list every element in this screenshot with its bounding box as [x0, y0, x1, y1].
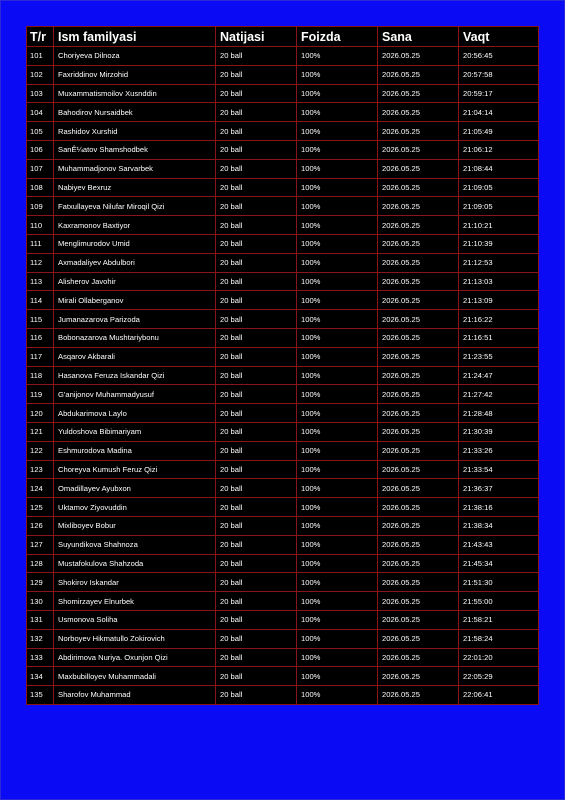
row-number-cell: 123 [27, 460, 54, 479]
percent-cell: 100% [297, 554, 378, 573]
full-name-cell: G'anijonov Muhammadyusuf [54, 385, 216, 404]
result-cell: 20 ball [216, 516, 297, 535]
date-cell: 2026.05.25 [378, 460, 459, 479]
date-cell: 2026.05.25 [378, 479, 459, 498]
row-number-cell: 133 [27, 648, 54, 667]
row-number-cell: 101 [27, 47, 54, 66]
full-name-cell: Jumanazarova Parizoda [54, 310, 216, 329]
date-cell: 2026.05.25 [378, 178, 459, 197]
row-number-cell: 134 [27, 667, 54, 686]
time-cell: 20:56:45 [459, 47, 539, 66]
row-number-cell: 122 [27, 441, 54, 460]
date-cell: 2026.05.25 [378, 404, 459, 423]
date-cell: 2026.05.25 [378, 234, 459, 253]
result-cell: 20 ball [216, 535, 297, 554]
table-row [27, 498, 539, 517]
table-row [27, 253, 539, 272]
table-row [27, 441, 539, 460]
time-cell: 21:08:44 [459, 159, 539, 178]
result-cell: 20 ball [216, 460, 297, 479]
result-cell: 20 ball [216, 65, 297, 84]
time-cell: 21:10:39 [459, 234, 539, 253]
full-name-cell: Norboyev Hikmatullo Zokirovich [54, 629, 216, 648]
percent-cell: 100% [297, 291, 378, 310]
percent-cell: 100% [297, 686, 378, 705]
full-name-cell: Sharofov Muhammad [54, 686, 216, 705]
table-row [27, 234, 539, 253]
date-cell: 2026.05.25 [378, 47, 459, 66]
percent-cell: 100% [297, 272, 378, 291]
time-cell: 21:58:21 [459, 610, 539, 629]
percent-cell: 100% [297, 648, 378, 667]
results-table [26, 26, 539, 705]
date-cell: 2026.05.25 [378, 648, 459, 667]
result-cell: 20 ball [216, 498, 297, 517]
result-cell: 20 ball [216, 47, 297, 66]
result-cell: 20 ball [216, 479, 297, 498]
date-cell: 2026.05.25 [378, 122, 459, 141]
result-cell: 20 ball [216, 366, 297, 385]
row-number-cell: 119 [27, 385, 54, 404]
row-number-cell: 125 [27, 498, 54, 517]
row-number-cell: 118 [27, 366, 54, 385]
date-cell: 2026.05.25 [378, 422, 459, 441]
time-cell: 21:28:48 [459, 404, 539, 423]
percent-cell: 100% [297, 216, 378, 235]
full-name-cell: Choriyeva Dilnoza [54, 47, 216, 66]
result-cell: 20 ball [216, 404, 297, 423]
percent-cell: 100% [297, 573, 378, 592]
time-cell: 21:23:55 [459, 347, 539, 366]
time-cell: 20:59:17 [459, 84, 539, 103]
full-name-cell: Mixliboyev Bobur [54, 516, 216, 535]
time-cell: 21:36:37 [459, 479, 539, 498]
result-cell: 20 ball [216, 84, 297, 103]
result-cell: 20 ball [216, 140, 297, 159]
row-number-cell: 112 [27, 253, 54, 272]
percent-cell: 100% [297, 234, 378, 253]
percent-cell: 100% [297, 629, 378, 648]
time-cell: 21:38:16 [459, 498, 539, 517]
row-number-cell: 128 [27, 554, 54, 573]
header-date: Sana [378, 27, 459, 47]
table-row [27, 385, 539, 404]
row-number-cell: 110 [27, 216, 54, 235]
row-number-cell: 131 [27, 610, 54, 629]
date-cell: 2026.05.25 [378, 291, 459, 310]
time-cell: 21:10:21 [459, 216, 539, 235]
time-cell: 21:16:51 [459, 328, 539, 347]
percent-cell: 100% [297, 422, 378, 441]
percent-cell: 100% [297, 159, 378, 178]
result-cell: 20 ball [216, 197, 297, 216]
percent-cell: 100% [297, 385, 378, 404]
table-row [27, 516, 539, 535]
full-name-cell: Kaxramonov Baxtiyor [54, 216, 216, 235]
table-row [27, 65, 539, 84]
table-row [27, 422, 539, 441]
percent-cell: 100% [297, 516, 378, 535]
full-name-cell: Maxbubilloyev Muhammadali [54, 667, 216, 686]
full-name-cell: Menglimurodov Umid [54, 234, 216, 253]
table-row [27, 573, 539, 592]
table-row [27, 648, 539, 667]
time-cell: 21:13:09 [459, 291, 539, 310]
time-cell: 21:24:47 [459, 366, 539, 385]
row-number-cell: 109 [27, 197, 54, 216]
result-cell: 20 ball [216, 178, 297, 197]
date-cell: 2026.05.25 [378, 441, 459, 460]
result-cell: 20 ball [216, 648, 297, 667]
percent-cell: 100% [297, 667, 378, 686]
result-cell: 20 ball [216, 103, 297, 122]
table-row [27, 328, 539, 347]
full-name-cell: Asqarov Akbarali [54, 347, 216, 366]
result-cell: 20 ball [216, 272, 297, 291]
result-cell: 20 ball [216, 686, 297, 705]
result-cell: 20 ball [216, 573, 297, 592]
percent-cell: 100% [297, 197, 378, 216]
time-cell: 21:30:39 [459, 422, 539, 441]
result-cell: 20 ball [216, 554, 297, 573]
full-name-cell: Abdukarimova Laylo [54, 404, 216, 423]
date-cell: 2026.05.25 [378, 159, 459, 178]
date-cell: 2026.05.25 [378, 310, 459, 329]
full-name-cell: Axmadaliyev Abdulbori [54, 253, 216, 272]
time-cell: 22:05:29 [459, 667, 539, 686]
full-name-cell: Uktamov Ziyovuddin [54, 498, 216, 517]
header-result: Natijasi [216, 27, 297, 47]
time-cell: 21:33:54 [459, 460, 539, 479]
time-cell: 21:13:03 [459, 272, 539, 291]
full-name-cell: Mustafokulova Shahzoda [54, 554, 216, 573]
table-row [27, 554, 539, 573]
table-row [27, 404, 539, 423]
percent-cell: 100% [297, 610, 378, 629]
row-number-cell: 111 [27, 234, 54, 253]
date-cell: 2026.05.25 [378, 516, 459, 535]
full-name-cell: Bobonazarova Mushtariybonu [54, 328, 216, 347]
full-name-cell: Abdirimova Nuriya. Oxunjon Qizi [54, 648, 216, 667]
full-name-cell: Bahodirov Nursaidbek [54, 103, 216, 122]
date-cell: 2026.05.25 [378, 592, 459, 611]
full-name-cell: Nabiyev Bexruz [54, 178, 216, 197]
percent-cell: 100% [297, 84, 378, 103]
percent-cell: 100% [297, 479, 378, 498]
full-name-cell: Muhammadjonov Sarvarbek [54, 159, 216, 178]
table-row [27, 629, 539, 648]
table-row [27, 140, 539, 159]
table-row [27, 479, 539, 498]
row-number-cell: 104 [27, 103, 54, 122]
result-cell: 20 ball [216, 122, 297, 141]
row-number-cell: 105 [27, 122, 54, 141]
date-cell: 2026.05.25 [378, 272, 459, 291]
date-cell: 2026.05.25 [378, 84, 459, 103]
result-cell: 20 ball [216, 441, 297, 460]
result-cell: 20 ball [216, 385, 297, 404]
table-row [27, 178, 539, 197]
time-cell: 21:43:43 [459, 535, 539, 554]
header-percent: Foizda [297, 27, 378, 47]
table-row [27, 535, 539, 554]
row-number-cell: 116 [27, 328, 54, 347]
result-cell: 20 ball [216, 667, 297, 686]
time-cell: 21:55:00 [459, 592, 539, 611]
date-cell: 2026.05.25 [378, 667, 459, 686]
date-cell: 2026.05.25 [378, 328, 459, 347]
row-number-cell: 117 [27, 347, 54, 366]
percent-cell: 100% [297, 140, 378, 159]
percent-cell: 100% [297, 178, 378, 197]
time-cell: 20:57:58 [459, 65, 539, 84]
full-name-cell: Omadillayev Ayubxon [54, 479, 216, 498]
row-number-cell: 129 [27, 573, 54, 592]
time-cell: 21:33:26 [459, 441, 539, 460]
percent-cell: 100% [297, 65, 378, 84]
row-number-cell: 135 [27, 686, 54, 705]
date-cell: 2026.05.25 [378, 610, 459, 629]
table-row [27, 47, 539, 66]
full-name-cell: Alisherov Javohir [54, 272, 216, 291]
time-cell: 21:06:12 [459, 140, 539, 159]
table-row [27, 366, 539, 385]
full-name-cell: Choreyva Kumush Feruz Qizi [54, 460, 216, 479]
date-cell: 2026.05.25 [378, 197, 459, 216]
result-cell: 20 ball [216, 328, 297, 347]
full-name-cell: Usmonova Soliha [54, 610, 216, 629]
row-number-cell: 103 [27, 84, 54, 103]
time-cell: 21:51:30 [459, 573, 539, 592]
date-cell: 2026.05.25 [378, 535, 459, 554]
full-name-cell: Shomirzayev Elnurbek [54, 592, 216, 611]
time-cell: 21:09:05 [459, 197, 539, 216]
row-number-cell: 106 [27, 140, 54, 159]
full-name-cell: Muxammatismoilov Xusnddin [54, 84, 216, 103]
percent-cell: 100% [297, 310, 378, 329]
header-time: Vaqt [459, 27, 539, 47]
table-row [27, 686, 539, 705]
table-row [27, 103, 539, 122]
percent-cell: 100% [297, 535, 378, 554]
table-row [27, 291, 539, 310]
result-cell: 20 ball [216, 216, 297, 235]
time-cell: 21:04:14 [459, 103, 539, 122]
result-cell: 20 ball [216, 159, 297, 178]
table-row [27, 347, 539, 366]
row-number-cell: 130 [27, 592, 54, 611]
date-cell: 2026.05.25 [378, 686, 459, 705]
date-cell: 2026.05.25 [378, 573, 459, 592]
table-row [27, 159, 539, 178]
row-number-cell: 132 [27, 629, 54, 648]
time-cell: 21:16:22 [459, 310, 539, 329]
time-cell: 22:01:20 [459, 648, 539, 667]
time-cell: 21:58:24 [459, 629, 539, 648]
table-row [27, 460, 539, 479]
date-cell: 2026.05.25 [378, 216, 459, 235]
row-number-cell: 120 [27, 404, 54, 423]
time-cell: 21:09:05 [459, 178, 539, 197]
table-row [27, 610, 539, 629]
percent-cell: 100% [297, 592, 378, 611]
table-row [27, 592, 539, 611]
percent-cell: 100% [297, 460, 378, 479]
full-name-cell: Eshmurodova Madina [54, 441, 216, 460]
date-cell: 2026.05.25 [378, 140, 459, 159]
time-cell: 21:12:53 [459, 253, 539, 272]
percent-cell: 100% [297, 253, 378, 272]
table-header-row [27, 27, 539, 47]
percent-cell: 100% [297, 103, 378, 122]
date-cell: 2026.05.25 [378, 347, 459, 366]
percent-cell: 100% [297, 328, 378, 347]
result-cell: 20 ball [216, 592, 297, 611]
result-cell: 20 ball [216, 347, 297, 366]
table-row [27, 310, 539, 329]
full-name-cell: Shokirov Iskandar [54, 573, 216, 592]
row-number-cell: 115 [27, 310, 54, 329]
row-number-cell: 108 [27, 178, 54, 197]
full-name-cell: SanÊ¼atov Shamshodbek [54, 140, 216, 159]
row-number-cell: 121 [27, 422, 54, 441]
result-cell: 20 ball [216, 310, 297, 329]
result-cell: 20 ball [216, 291, 297, 310]
full-name-cell: Faxriddinov Mirzohid [54, 65, 216, 84]
header-full-name: Ism familyasi [54, 27, 216, 47]
date-cell: 2026.05.25 [378, 498, 459, 517]
full-name-cell: Yuldoshova Bibimariyam [54, 422, 216, 441]
date-cell: 2026.05.25 [378, 366, 459, 385]
table-row [27, 272, 539, 291]
date-cell: 2026.05.25 [378, 65, 459, 84]
full-name-cell: Rashidov Xurshid [54, 122, 216, 141]
time-cell: 21:38:34 [459, 516, 539, 535]
table-row [27, 197, 539, 216]
table-row [27, 216, 539, 235]
row-number-cell: 127 [27, 535, 54, 554]
time-cell: 22:06:41 [459, 686, 539, 705]
header-number: T/r [27, 27, 54, 47]
row-number-cell: 126 [27, 516, 54, 535]
full-name-cell: Hasanova Feruza Iskandar Qizi [54, 366, 216, 385]
row-number-cell: 107 [27, 159, 54, 178]
result-cell: 20 ball [216, 610, 297, 629]
date-cell: 2026.05.25 [378, 103, 459, 122]
row-number-cell: 114 [27, 291, 54, 310]
percent-cell: 100% [297, 122, 378, 141]
percent-cell: 100% [297, 347, 378, 366]
date-cell: 2026.05.25 [378, 385, 459, 404]
full-name-cell: Suyundikova Shahnoza [54, 535, 216, 554]
result-cell: 20 ball [216, 422, 297, 441]
time-cell: 21:05:49 [459, 122, 539, 141]
table-row [27, 667, 539, 686]
percent-cell: 100% [297, 47, 378, 66]
time-cell: 21:27:42 [459, 385, 539, 404]
date-cell: 2026.05.25 [378, 629, 459, 648]
result-cell: 20 ball [216, 629, 297, 648]
row-number-cell: 124 [27, 479, 54, 498]
percent-cell: 100% [297, 366, 378, 385]
time-cell: 21:45:34 [459, 554, 539, 573]
percent-cell: 100% [297, 498, 378, 517]
full-name-cell: Fatxullayeva Nilufar Miroqil Qizi [54, 197, 216, 216]
table-row [27, 122, 539, 141]
result-cell: 20 ball [216, 253, 297, 272]
date-cell: 2026.05.25 [378, 554, 459, 573]
percent-cell: 100% [297, 404, 378, 423]
full-name-cell: Mirali Ollaberganov [54, 291, 216, 310]
table-body [27, 47, 539, 705]
date-cell: 2026.05.25 [378, 253, 459, 272]
result-cell: 20 ball [216, 234, 297, 253]
row-number-cell: 102 [27, 65, 54, 84]
row-number-cell: 113 [27, 272, 54, 291]
percent-cell: 100% [297, 441, 378, 460]
table-row [27, 84, 539, 103]
